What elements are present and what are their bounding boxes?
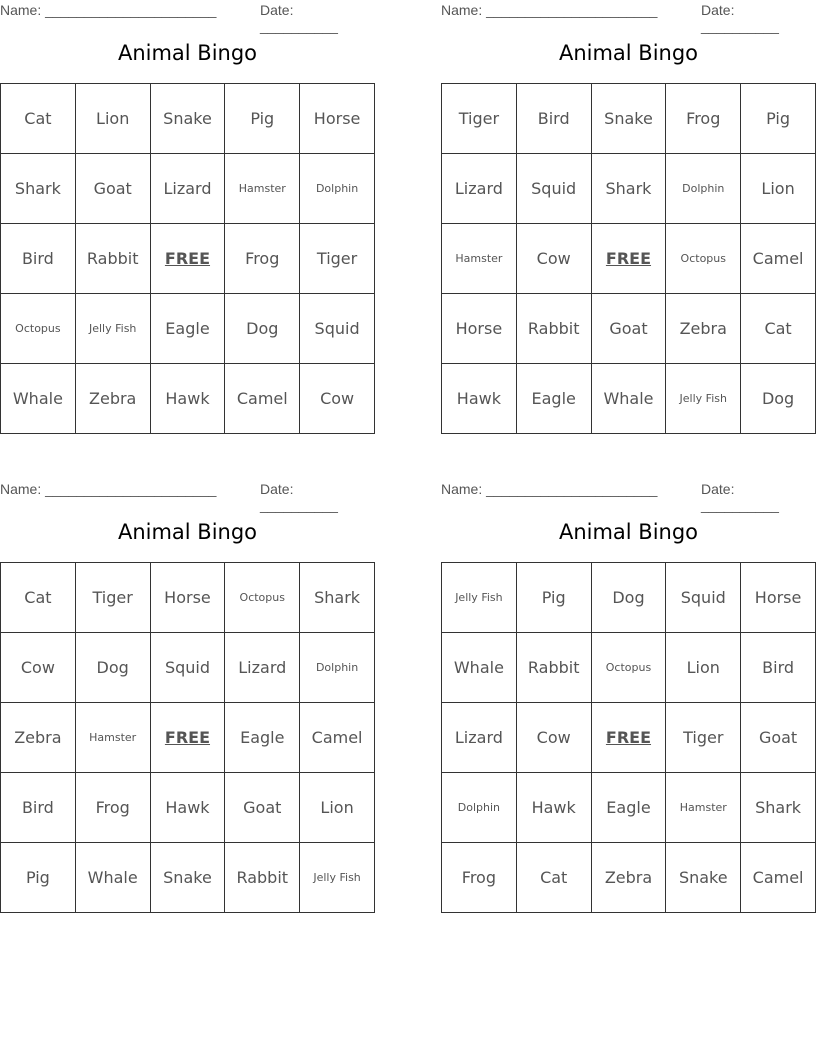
- grid-cell: Hamster: [666, 773, 741, 843]
- grid-cell: Cow: [516, 703, 591, 773]
- free-space: FREE: [150, 224, 225, 294]
- grid-cell: Camel: [741, 843, 816, 913]
- grid-cell: Shark: [1, 154, 76, 224]
- grid-cell: Goat: [741, 703, 816, 773]
- grid-cell: Horse: [442, 294, 517, 364]
- grid-row: [1, 294, 375, 364]
- grid-cell: Horse: [300, 84, 375, 154]
- date-field-label: Date: __________: [260, 2, 338, 34]
- grid-cell: Eagle: [591, 773, 666, 843]
- grid-cell: Bird: [516, 84, 591, 154]
- grid-row: [442, 224, 816, 294]
- date-field-label: Date: __________: [260, 481, 338, 513]
- grid-row: [442, 773, 816, 843]
- grid-cell: Lizard: [150, 154, 225, 224]
- grid-cell: Cow: [1, 633, 76, 703]
- grid-cell: Camel: [300, 703, 375, 773]
- grid-cell: Goat: [225, 773, 300, 843]
- grid-cell: Whale: [1, 364, 76, 434]
- name-field-label: Name: ______________________: [0, 481, 217, 497]
- grid-cell: Cat: [741, 294, 816, 364]
- grid-cell: Whale: [591, 364, 666, 434]
- bingo-grid: [0, 83, 375, 434]
- grid-cell: Bird: [1, 773, 76, 843]
- name-field-label: Name: ______________________: [0, 2, 217, 18]
- grid-cell: Frog: [75, 773, 150, 843]
- grid-cell: Bird: [741, 633, 816, 703]
- grid-cell: Shark: [591, 154, 666, 224]
- grid-cell: Squid: [666, 563, 741, 633]
- grid-cell: Dolphin: [300, 633, 375, 703]
- grid-cell: Pig: [1, 843, 76, 913]
- grid-cell: Squid: [516, 154, 591, 224]
- grid-row: [442, 294, 816, 364]
- grid-cell: Dolphin: [666, 154, 741, 224]
- grid-cell: Zebra: [75, 364, 150, 434]
- grid-cell: Jelly Fish: [300, 843, 375, 913]
- date-field-label: Date: __________: [701, 2, 779, 34]
- grid-cell: Jelly Fish: [75, 294, 150, 364]
- grid-cell: Lion: [300, 773, 375, 843]
- free-space: FREE: [591, 224, 666, 294]
- grid-cell: Cow: [300, 364, 375, 434]
- bingo-grid: [0, 562, 375, 913]
- grid-row: [1, 633, 375, 703]
- grid-cell: Octopus: [225, 563, 300, 633]
- grid-row: [1, 84, 375, 154]
- grid-cell: Tiger: [300, 224, 375, 294]
- grid-row: [442, 154, 816, 224]
- grid-cell: Cat: [1, 563, 76, 633]
- grid-cell: Hamster: [225, 154, 300, 224]
- grid-cell: Eagle: [150, 294, 225, 364]
- grid-cell: Shark: [741, 773, 816, 843]
- grid-cell: Squid: [150, 633, 225, 703]
- free-space: FREE: [150, 703, 225, 773]
- grid-cell: Octopus: [591, 633, 666, 703]
- grid-cell: Rabbit: [75, 224, 150, 294]
- free-space: FREE: [591, 703, 666, 773]
- grid-cell: Cow: [516, 224, 591, 294]
- grid-row: [442, 84, 816, 154]
- grid-cell: Dog: [741, 364, 816, 434]
- card-header: [441, 0, 816, 34]
- card-header: [0, 0, 375, 34]
- grid-cell: Hamster: [75, 703, 150, 773]
- grid-cell: Pig: [516, 563, 591, 633]
- grid-cell: Camel: [741, 224, 816, 294]
- card-header: [0, 479, 375, 513]
- grid-cell: Eagle: [516, 364, 591, 434]
- bingo-grid: [441, 562, 816, 913]
- grid-cell: Pig: [225, 84, 300, 154]
- grid-row: [442, 633, 816, 703]
- grid-cell: Tiger: [666, 703, 741, 773]
- grid-cell: Lion: [75, 84, 150, 154]
- grid-cell: Horse: [741, 563, 816, 633]
- grid-cell: Hamster: [442, 224, 517, 294]
- grid-cell: Frog: [225, 224, 300, 294]
- grid-row: [1, 224, 375, 294]
- grid-row: [1, 773, 375, 843]
- grid-cell: Whale: [442, 633, 517, 703]
- grid-row: [1, 563, 375, 633]
- grid-cell: Lizard: [442, 703, 517, 773]
- grid-cell: Tiger: [75, 563, 150, 633]
- grid-cell: Pig: [741, 84, 816, 154]
- grid-cell: Snake: [591, 84, 666, 154]
- grid-cell: Goat: [591, 294, 666, 364]
- grid-row: [442, 843, 816, 913]
- grid-cell: Hawk: [150, 773, 225, 843]
- grid-cell: Lion: [666, 633, 741, 703]
- grid-cell: Cat: [516, 843, 591, 913]
- grid-cell: Horse: [150, 563, 225, 633]
- grid-cell: Goat: [75, 154, 150, 224]
- grid-cell: Tiger: [442, 84, 517, 154]
- grid-cell: Zebra: [1, 703, 76, 773]
- grid-row: [1, 364, 375, 434]
- card-title: Animal Bingo: [117, 41, 258, 65]
- card-title: Animal Bingo: [558, 520, 699, 544]
- grid-cell: Snake: [150, 843, 225, 913]
- grid-cell: Jelly Fish: [666, 364, 741, 434]
- grid-cell: Rabbit: [225, 843, 300, 913]
- grid-cell: Hawk: [516, 773, 591, 843]
- card-header: [441, 479, 816, 513]
- grid-cell: Rabbit: [516, 633, 591, 703]
- grid-cell: Whale: [75, 843, 150, 913]
- grid-row: [1, 703, 375, 773]
- grid-cell: Zebra: [591, 843, 666, 913]
- grid-row: [442, 364, 816, 434]
- grid-cell: Lizard: [442, 154, 517, 224]
- grid-cell: Octopus: [666, 224, 741, 294]
- grid-cell: Dolphin: [300, 154, 375, 224]
- grid-cell: Snake: [666, 843, 741, 913]
- name-field-label: Name: ______________________: [441, 2, 658, 18]
- card-title: Animal Bingo: [558, 41, 699, 65]
- bingo-grid: [441, 83, 816, 434]
- name-field-label: Name: ______________________: [441, 481, 658, 497]
- grid-cell: Bird: [1, 224, 76, 294]
- grid-cell: Lizard: [225, 633, 300, 703]
- grid-cell: Lion: [741, 154, 816, 224]
- grid-cell: Eagle: [225, 703, 300, 773]
- grid-row: [442, 703, 816, 773]
- grid-cell: Dolphin: [442, 773, 517, 843]
- grid-cell: Jelly Fish: [442, 563, 517, 633]
- grid-cell: Camel: [225, 364, 300, 434]
- grid-cell: Zebra: [666, 294, 741, 364]
- grid-cell: Hawk: [150, 364, 225, 434]
- grid-cell: Squid: [300, 294, 375, 364]
- grid-cell: Dog: [591, 563, 666, 633]
- grid-row: [442, 563, 816, 633]
- card-title: Animal Bingo: [117, 520, 258, 544]
- grid-row: [1, 843, 375, 913]
- date-field-label: Date: __________: [701, 481, 779, 513]
- grid-cell: Dog: [75, 633, 150, 703]
- grid-cell: Frog: [442, 843, 517, 913]
- grid-cell: Shark: [300, 563, 375, 633]
- grid-cell: Hawk: [442, 364, 517, 434]
- grid-row: [1, 154, 375, 224]
- grid-cell: Frog: [666, 84, 741, 154]
- grid-cell: Snake: [150, 84, 225, 154]
- grid-cell: Cat: [1, 84, 76, 154]
- grid-cell: Rabbit: [516, 294, 591, 364]
- grid-cell: Octopus: [1, 294, 76, 364]
- grid-cell: Dog: [225, 294, 300, 364]
